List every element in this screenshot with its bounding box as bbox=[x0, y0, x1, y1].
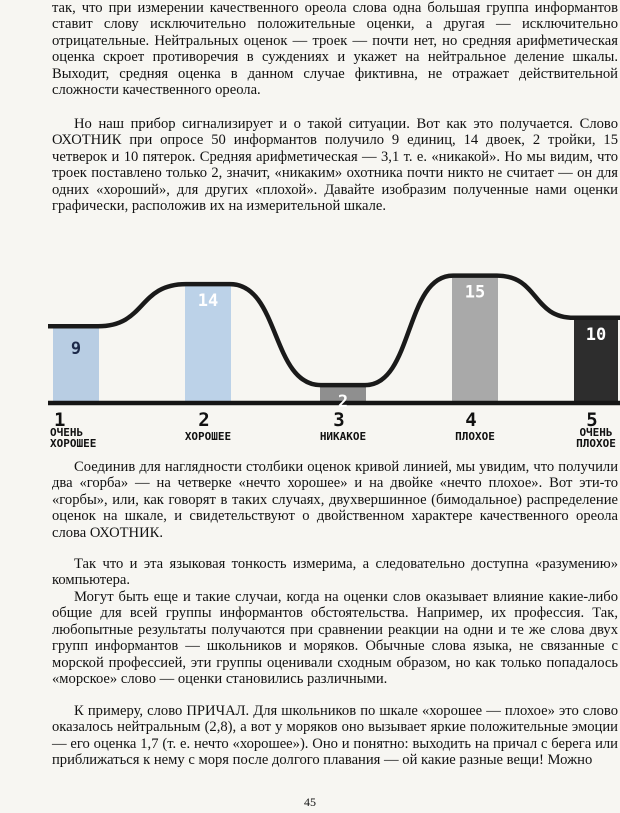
tick-label-3-1: НИКАКОЕ bbox=[319, 430, 367, 443]
tick-label-5-1: ОЧЕНЬ bbox=[579, 426, 613, 439]
paragraph-1: так, что при измерении качественного ореола слова одна большая группа информантов ставит слову исключительно положительные оценки, а другая — исключительно отрицательные. Нейтральных оценок — троек — почти нет, но средняя арифметическая оценка скроет противоречия в суждениях и укажет на нейтральное деление шкалы. Выходит, средняя оценка в данном случае фиктивна, не отражает действительной сложности качественного ореола. bbox=[52, 0, 618, 99]
bar-1 bbox=[53, 326, 99, 402]
bar-value-label-1: 9 bbox=[70, 339, 82, 360]
bar-value-label-2: 14 bbox=[197, 291, 219, 312]
paragraph-4: Так что и эта языковая тонкость измерима, а следовательно доступна «разумению» компьютера. bbox=[52, 556, 618, 589]
paragraph-3: Соединив для наглядности столбики оценок кривой линией, мы увидим, что получили два «горба» — на четверке «нечто хорошее» и на двойке «нечто плохое». Вот эти-то «горбы», или, как говорят в таких случаях, двухвершинное (бимодальное) распределение оценок на шкале, и свидетельствуют о двойственном характере качественного ореола слова ОХОТНИК. bbox=[52, 459, 618, 541]
tick-label-1-1: ОЧЕНЬ bbox=[50, 426, 84, 439]
bar-value-label-4: 15 bbox=[464, 282, 486, 303]
tick-label-5-2: ПЛОХОЕ bbox=[576, 437, 616, 450]
labels-layer bbox=[50, 283, 616, 450]
tick-label-2-1: ХОРОШЕЕ bbox=[184, 430, 232, 443]
tick-label-4-1: ПЛОХОЕ bbox=[455, 430, 495, 443]
tick-number-1: 1 bbox=[54, 409, 66, 431]
bar-value-label-5: 10 bbox=[585, 324, 607, 345]
rating-distribution-chart bbox=[48, 236, 620, 458]
tick-label-1-2: ХОРОШЕЕ bbox=[50, 437, 97, 450]
page-number: 45 bbox=[304, 795, 316, 809]
paragraph-6: К примеру, слово ПРИЧАЛ. Для школьников по шкале «хорошее — плохое» это слово оказалось нейтральным (2,8), а вот у моряков оно вызывает яркие положительные эмоции — его оценка 1,7 (т. е. нечто «хорошее»). Оно и понятно: выходить на причал с берега или приближаться к нему с моря после долгого плавания — ой какие разные вещи! Можно bbox=[52, 703, 618, 769]
tick-number-5: 5 bbox=[586, 409, 598, 431]
connecting-curve bbox=[48, 276, 620, 385]
tick-number-4: 4 bbox=[465, 409, 477, 431]
paragraph-2: Но наш прибор сигнализирует и о такой ситуации. Вот как это получается. Слово ОХОТНИК при опросе 50 информантов получило 9 единиц, 14 двоек, 2 тройки, 15 четверок и 10 пятерок. Средняя арифметическая — 3,1 т. е. «никакой». Но мы видим, что троек поставлено только 2, значит, «никаким» охотника почти никто не считает — он для одних «хороший», для других «плохой». Давайте изобразим полученные нами оценки графически, расположив их на измерительной шкале. bbox=[52, 116, 618, 215]
tick-number-2: 2 bbox=[198, 409, 210, 431]
paragraph-5: Могут быть еще и такие случаи, когда на оценки слов оказывает влияние какие-либо общие для всей группы информантов обстоятельства. Например, их профессия. Так, любопытные результаты получаются при сравнении реакции на одни и те же слова двух групп информантов — школьников и моряков. Обычные слова языка, не связанные с морской профессией, эти группы оценивали сходным образом, но как только попадалось «морское» слово — оценки становились различными. bbox=[52, 589, 618, 688]
tick-number-3: 3 bbox=[333, 409, 345, 431]
bar-value-label-3: 2 bbox=[337, 392, 349, 413]
